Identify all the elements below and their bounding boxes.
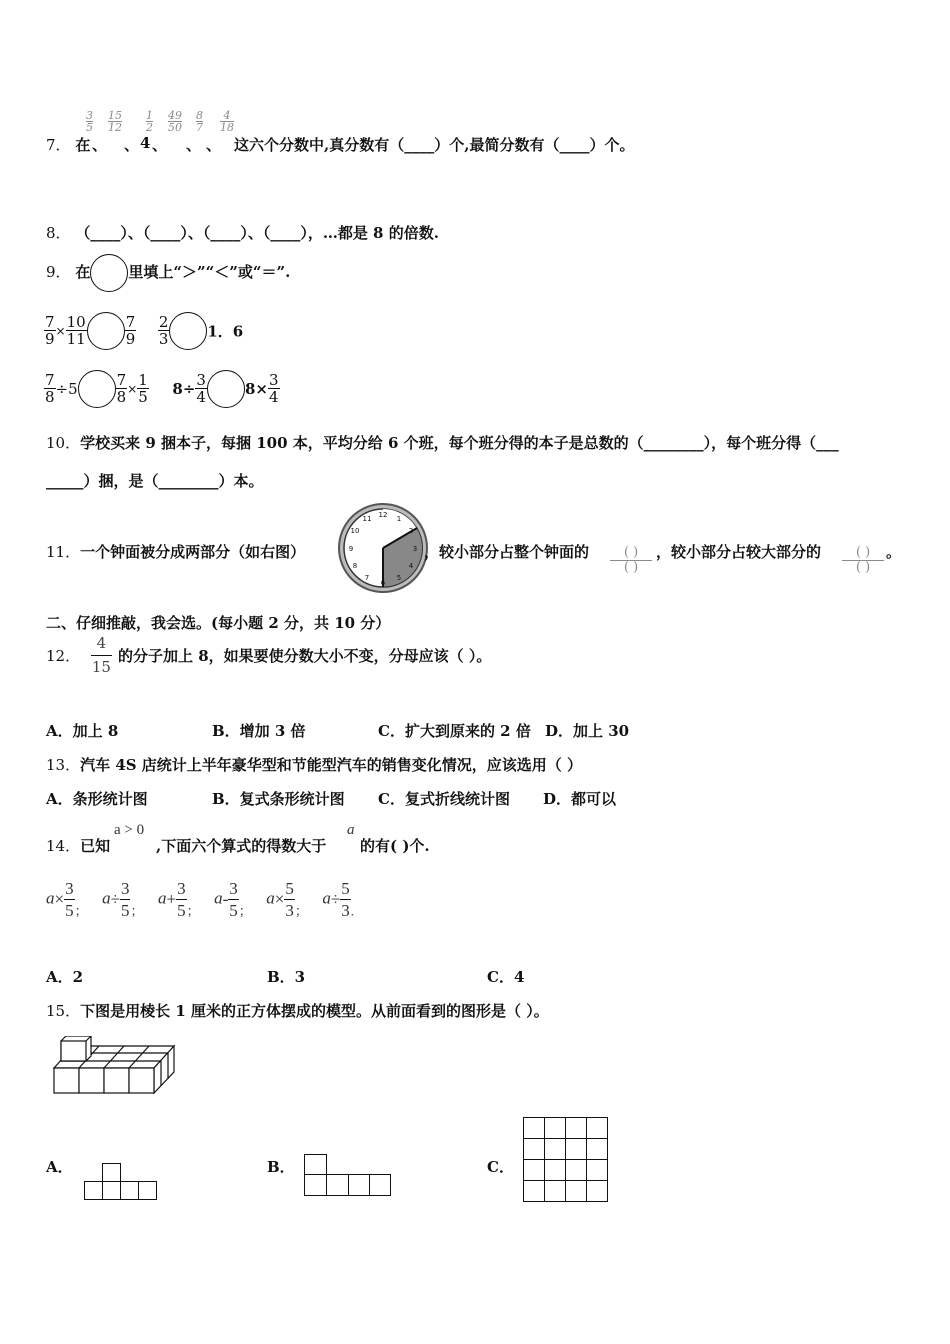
option-a[interactable]: A．加上 8 [46,722,119,740]
option-a[interactable]: A．条形统计图 [46,790,148,808]
separator: ； [238,903,252,919]
fraction: $\frac{5}{3}$ [285,879,294,920]
fraction: $\frac{7}{9}$ [125,313,136,348]
option-b[interactable]: B．复式条形统计图 [212,790,345,808]
q7-fraction: 1 2 [146,109,153,134]
answer-fraction-blank[interactable]: ( ) ( ) [610,546,652,576]
answer-circle[interactable] [78,370,116,408]
square-cell [120,1181,139,1200]
q7-suffix: 这六个分数中,真分数有（____）个,最简分数有（____）个。 [234,136,635,154]
q13-text: 汽车 4S 店统计上半年豪华型和节能型汽车的销售变化情况，应该选用（ ） [80,756,583,774]
option-c[interactable]: C．4 [487,968,525,986]
fraction: $\frac{4}{15}$ [91,634,111,676]
q11-number: 11． [46,543,81,561]
q15-number: 15． [46,1002,81,1020]
fraction: $\frac{1}{5}$ [138,371,148,406]
operator: × [127,382,138,396]
q9-suffix: 里填上“＞”“＜”或“＝”. [128,263,291,281]
fraction: $\frac{7}{8}$ [116,371,127,406]
q10-line1 [46,432,839,453]
q8-text: （____）、（____）、（____）、（____），…都是 8 的倍数. [75,224,439,242]
option-a[interactable]: A． [46,1158,73,1176]
q14-number: 14． [46,837,81,855]
clock-number: 5 [396,574,402,582]
q14-condition: a > 0 [114,822,145,838]
q7-line [46,134,90,155]
square-cell [587,1160,608,1181]
q7-fraction: 8 7 [196,109,203,134]
operator: ÷5 [55,380,78,398]
fraction: $\frac{3}{4}$ [196,371,206,406]
square-cell [138,1181,157,1200]
q7-fraction: 3 5 [86,109,93,134]
q9-line [46,254,290,292]
q11-text: 一个钟面被分成两部分（如右图） [80,543,306,561]
variable: a [157,888,167,908]
q15-line [46,1000,549,1021]
q9-number: 9． [46,263,71,281]
square-cell [587,1139,608,1160]
clock-number: 6 [380,579,386,587]
option-b[interactable]: B．增加 3 倍 [212,722,306,740]
q7-number: 7． [46,136,71,154]
option-b[interactable]: B． [267,1158,295,1176]
square-cell [524,1139,545,1160]
option-d[interactable]: D．加上 30 [545,722,630,740]
q11-text: ，较小部分占整个钟面的 [424,543,590,561]
square-cell [524,1160,545,1181]
fraction: $\frac{5}{3}$ [341,879,350,920]
q12-line [46,636,491,675]
q11-line [46,541,305,562]
q14-text: 已知 [80,837,111,855]
fraction: $\frac{3}{5}$ [65,879,74,920]
variable: a [322,888,331,908]
variable: a [214,888,223,908]
operator: - [222,889,229,909]
fraction: $\frac{2}{3}$ [158,313,169,348]
q14-text: 的有( )个. [360,837,430,855]
q14-expressions [46,880,354,919]
clock-number: 7 [364,574,370,582]
square-cell [84,1181,103,1200]
square-cell [545,1118,566,1139]
square-cell [304,1174,327,1196]
fraction: $\frac{3}{5}$ [177,879,186,920]
q12-number: 12． [46,647,81,665]
separator: ； [74,903,88,919]
q7-fraction: 49 50 [168,109,182,134]
clock-number: 11 [362,515,372,523]
q14-text: ,下面六个算式的得数大于 [156,837,327,855]
separator: ； [186,903,200,919]
q13-number: 13． [46,756,81,774]
fraction: $\frac{7}{9}$ [45,313,55,348]
q8-number: 8． [46,224,71,242]
option-c-figure [523,1117,608,1202]
separator: . [350,903,354,919]
option-c[interactable]: C． [487,1158,514,1176]
option-b[interactable]: B．3 [267,968,306,986]
q11-text: ，较小部分占较大部分的 [656,543,822,561]
q7-sep: 、 [92,136,108,154]
square-cell [304,1154,327,1175]
expression: 8÷ [172,380,196,398]
square-cell [369,1174,391,1196]
q14-line [46,835,110,856]
square-cell [566,1160,587,1181]
section-heading: 二、仔细推敲，我会选。(每小题 2 分，共 10 分） [46,614,391,632]
variable: a [46,888,55,908]
clock-number: 2 [408,527,414,535]
square-cell [566,1139,587,1160]
square-cell [587,1118,608,1139]
operator: ÷ [330,889,341,909]
q8-line [46,222,439,243]
clock-figure [331,500,439,596]
q14-variable: a [347,822,355,838]
fraction: $\frac{3}{4}$ [268,371,279,406]
fraction: $\frac{3}{5}$ [120,879,130,920]
square-cell [545,1181,566,1202]
cube-model-figure [50,1036,180,1096]
option-d[interactable]: D．都可以 [543,790,617,808]
q15-text: 下图是用棱长 1 厘米的正方体摆成的模型。从前面看到的图形是（ ）。 [80,1002,549,1020]
square-cell [545,1139,566,1160]
operator: × [55,324,66,338]
q7-fraction: 15 12 [108,109,122,134]
q11-text: 。 [886,543,902,561]
decimal-value: 1．6 [207,322,244,341]
square-cell [326,1174,349,1196]
square-cell [102,1181,121,1200]
operator: × [274,889,285,909]
operator: + [166,889,177,909]
q7-prefix: 在 [75,136,91,154]
answer-circle[interactable] [169,312,207,350]
square-cell [566,1118,587,1139]
q9-row2 [44,370,280,408]
option-a[interactable]: A．2 [46,968,84,986]
square-cell [587,1181,608,1202]
q10-line2: _____）捆，是（________）本。 [46,472,264,490]
option-c[interactable]: C．扩大到原来的 2 倍 [378,722,531,740]
square-cell [524,1118,545,1139]
operator: ÷ [110,889,120,909]
fraction: $\frac{10}{11}$ [66,313,86,348]
q9-row1 [44,312,243,350]
square-cell [348,1174,370,1196]
q7-sep: 、 [206,136,222,154]
q10-text: 学校买来 9 捆本子，每捆 100 本，平均分给 6 个班，每个班分得的本子是总数的（________），每个班分得（___ [80,434,839,452]
operator: × [54,889,65,909]
square-cell [524,1181,545,1202]
fraction: $\frac{7}{8}$ [45,371,55,406]
q7-sep: 、 [124,136,140,154]
square-cell [545,1160,566,1181]
clock-number: 12 [378,511,388,519]
answer-circle[interactable] [87,312,125,350]
clock-number: 10 [350,527,360,535]
square-cell [566,1181,587,1202]
q13-line [46,754,582,775]
answer-fraction-blank[interactable]: ( ) ( ) [842,546,884,576]
q7-sep: 、 [152,136,168,154]
clock-number: 8 [352,562,358,570]
square-cell [102,1163,121,1182]
expression: 8× [244,380,268,398]
separator: ； [294,903,308,919]
q7-sep: 、 [186,136,202,154]
variable: a [266,888,275,908]
q10-number: 10． [46,434,81,452]
q9-prefix: 在 [75,263,91,281]
q7-integer: 4 [140,134,151,152]
variable: a [102,888,111,908]
separator: ； [130,903,144,919]
option-c[interactable]: C．复式折线统计图 [378,790,510,808]
clock-number: 3 [412,545,418,553]
q12-text: 的分子加上 8，如果要使分数大小不变，分母应该（ ）。 [117,647,492,665]
clock-number: 4 [408,562,414,570]
answer-circle[interactable] [207,370,245,408]
fraction: $\frac{3}{5}$ [229,879,238,920]
q7-fraction: 4 18 [220,109,234,134]
answer-circle[interactable] [90,254,128,292]
clock-number: 9 [348,545,354,553]
clock-number: 1 [396,515,402,523]
